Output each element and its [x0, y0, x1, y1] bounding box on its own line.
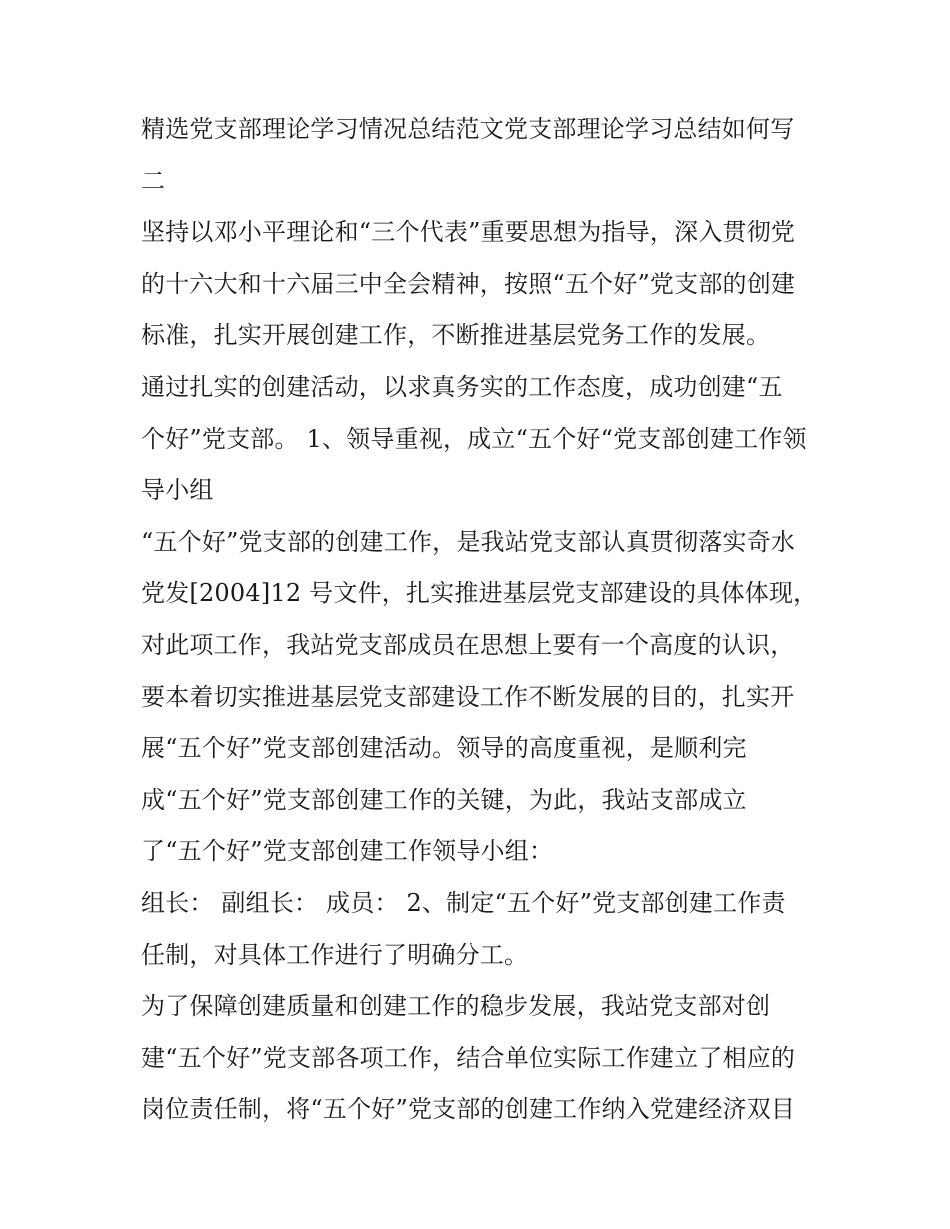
document-title-line: 二 — [141, 166, 166, 195]
text-line: 任制，对具体工作进行了明确分工。 — [141, 940, 529, 969]
text-line: 通过扎实的创建活动，以求真务实的工作态度，成功创建“五 — [141, 372, 783, 401]
text-line: 组长： 副组长： 成员： 2、制定“五个好”党支部创建工作责 — [141, 888, 786, 917]
document-body — [141, 104, 831, 1136]
text-line: 建“五个好”党支部各项工作，结合单位实际工作建立了相应的 — [141, 1043, 796, 1072]
text-line: 的十六大和十六届三中全会精神，按照“五个好”党支部的创建 — [141, 269, 796, 298]
text-line: 为了保障创建质量和创建工作的稳步发展，我站党支部对创 — [141, 992, 771, 1021]
text-line: 展“五个好”党支部创建活动。领导的高度重视，是顺利完 — [141, 734, 747, 763]
text-line: 导小组 — [141, 476, 214, 505]
text-line: 对此项工作，我站党支部成员在思想上要有一个高度的认识， — [141, 630, 795, 659]
document-title-line: 精选党支部理论学习情况总结范文党支部理论学习总结如何写 — [141, 115, 795, 143]
text-line: 岗位责任制，将“五个好”党支部的创建工作纳入党建经济双目 — [141, 1095, 796, 1124]
text-line: 成“五个好”党支部创建工作的关键，为此，我站支部成立 — [141, 785, 747, 814]
text-line: 了“五个好”党支部创建工作领导小组： — [141, 837, 554, 866]
text-line: 坚持以邓小平理论和“三个代表”重要思想为指导，深入贯彻党 — [141, 218, 796, 247]
text-line: 要本着切实推进基层党支部建设工作不断发展的目的，扎实开 — [141, 682, 795, 711]
text-line: 标准，扎实开展创建工作，不断推进基层党务工作的发展。 — [141, 321, 771, 350]
text-line: 党发[2004]12 号文件，扎实推进基层党支部建设的具体体现， — [141, 579, 818, 608]
text-line: 个好”党支部。 1、领导重视，成立“五个好“党支部创建工作领 — [141, 424, 807, 453]
text-line: “五个好”党支部的创建工作，是我站党支部认真贯彻落实奇水 — [141, 527, 796, 556]
